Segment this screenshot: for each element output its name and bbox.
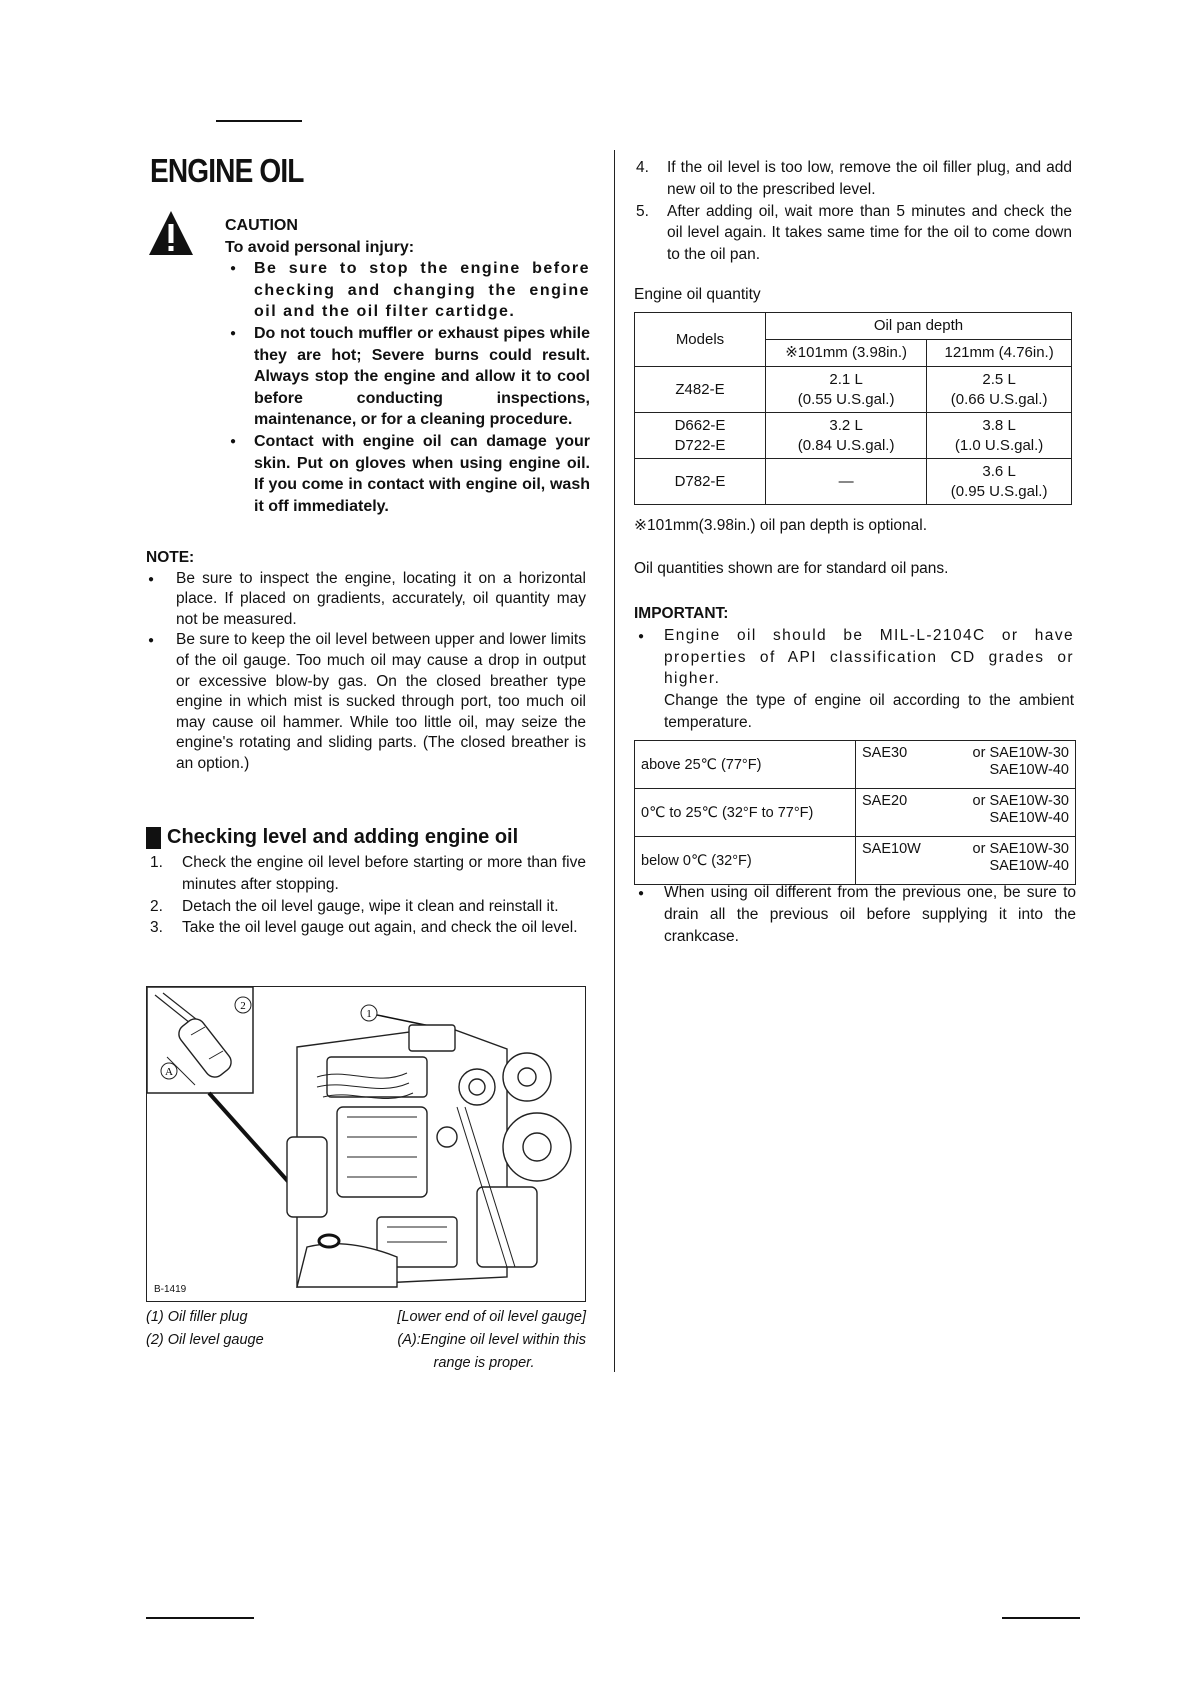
caution-item: ● Be sure to stop the engine before checking and changing the engine oil and the oil filter cartidge. (225, 258, 590, 323)
section-heading (146, 826, 518, 849)
model-name: D722-E (674, 436, 726, 454)
engine-illustration (146, 986, 586, 1302)
step-item (146, 896, 586, 918)
section-square-icon (146, 827, 161, 849)
depth-col-101: ※101mm (3.98in.) (766, 340, 927, 367)
step-text: If the oil level is too low, remove the oil filler plug, and add new oil to the prescribed level. (667, 159, 1072, 198)
gauge-ring (319, 1235, 339, 1247)
caption-item: (2) Oil level gauge (146, 1332, 264, 1348)
step-number: 3. (150, 919, 163, 937)
figure-captions-right (362, 1306, 586, 1375)
quantity-cell (766, 413, 927, 459)
step-item (146, 917, 586, 939)
grade-cell: SAE30 (856, 741, 939, 789)
step-item (146, 852, 586, 896)
quantity-liters: 2.5 L (982, 370, 1016, 388)
quantity-table-caption: Engine oil quantity (634, 286, 761, 303)
quantity-gallons: (0.84 U.S.gal.) (797, 436, 895, 454)
important-block (634, 603, 1074, 734)
caption-item: (A):Engine oil level within this (397, 1332, 586, 1348)
quantity-gallons: (0.55 U.S.gal.) (797, 390, 895, 408)
note-list (146, 569, 586, 775)
caption-item: (1) Oil filler plug (146, 1309, 248, 1325)
table-footnote: ※101mm(3.98in.) oil pan depth is optional. (634, 517, 928, 534)
depth-col-121: 121mm (4.76in.) (927, 340, 1072, 367)
quantity-cell (927, 413, 1072, 459)
alternate-grade-cell (938, 789, 1076, 837)
table-row (635, 367, 1072, 413)
table-row (635, 459, 1072, 505)
quantity-gallons: (0.66 U.S.gal.) (950, 390, 1048, 408)
grade-cell: SAE20 (856, 789, 939, 837)
caution-intro: To avoid personal injury: (225, 238, 415, 256)
table-row (635, 413, 1072, 459)
note-item: ● Be sure to keep the oil level between upper and lower limits of the oil gauge. Too much oil may cause a drop in output or excessive blow-by gas. On the closed breather type engine in which mist is sucked through port, too much oil may cause oil hammer. While too little oil, may seize the engine's rotating and sliding parts. (The closed breather is an option.) (146, 630, 586, 774)
column-divider (614, 150, 615, 1372)
caption-item: range is proper. (433, 1355, 535, 1371)
model-cell: D782-E (635, 459, 766, 505)
quantity-cell: — (766, 459, 927, 505)
caption-item: [Lower end of oil level gauge] (397, 1309, 586, 1325)
oil-quantity-table (634, 312, 1072, 505)
depth-header: Oil pan depth (766, 313, 1072, 340)
step-number: 5. (636, 202, 649, 220)
step-item (634, 157, 1072, 201)
footer-rule-right (1002, 1617, 1080, 1619)
model-cell: Z482-E (635, 367, 766, 413)
model-name: D662-E (674, 416, 726, 434)
quantity-gallons: (1.0 U.S.gal.) (954, 436, 1044, 454)
note-block (146, 548, 586, 775)
step-text: Detach the oil level gauge, wipe it clean and reinstall it. (182, 897, 559, 915)
temperature-cell: below 0℃ (32°F) (635, 837, 856, 885)
table-row (635, 837, 1076, 885)
caution-item: ● Do not touch muffler or exhaust pipes while they are hot; Severe burns could result. Always stop the engine and allow it to cool before conducting inspections, maintenance, or for a cleaning procedure. (225, 323, 590, 431)
models-header: Models (635, 313, 766, 367)
caution-item: ● Contact with engine oil can damage your skin. Put on gloves when using engine oil. If you come in contact with engine oil, wash it off immediately. (225, 431, 590, 517)
quantity-cell (927, 459, 1072, 505)
quantity-liters: 2.1 L (829, 370, 863, 388)
temperature-cell: above 25℃ (77°F) (635, 741, 856, 789)
table-row (635, 789, 1076, 837)
alt-grade: SAE10W-40 (989, 762, 1069, 778)
engine-drawing (147, 987, 586, 1302)
figure-captions-left (146, 1306, 346, 1352)
callout-a-label: A (165, 1066, 173, 1078)
footer-rule-left (146, 1617, 254, 1619)
steps-right (634, 157, 1072, 266)
note-item: ● Be sure to inspect the engine, locating it on a horizontal place. If placed on gradients, accurately, oil quantity may not be measured. (146, 569, 586, 631)
alternate-grade-cell (938, 837, 1076, 885)
callout-1-label: 1 (366, 1008, 372, 1020)
important-item: ● Engine oil should be MIL-L-2104C or have properties of API classification CD grades or higher. (634, 625, 1074, 690)
standard-pan-note: Oil quantities shown are for standard oil pans. (634, 560, 949, 577)
viscosity-table (634, 740, 1076, 885)
important-paragraph: Change the type of engine oil according to the ambient temperature. (664, 692, 1074, 731)
step-text: After adding oil, wait more than 5 minutes and check the oil level again. It takes same time for the oil to come down to the oil pan. (667, 202, 1072, 264)
quantity-liters: 3.6 L (982, 462, 1016, 480)
quantity-cell (766, 367, 927, 413)
model-cell (635, 413, 766, 459)
temperature-cell: 0℃ to 25℃ (32°F to 77°F) (635, 789, 856, 837)
step-item (634, 201, 1072, 266)
step-number: 4. (636, 159, 649, 176)
header-rule (216, 120, 302, 122)
alternate-grade-cell (938, 741, 1076, 789)
steps-left (146, 852, 586, 939)
quantity-liters: 3.2 L (829, 416, 863, 434)
step-number: 1. (150, 854, 163, 871)
step-text: Check the engine oil level before starting or more than five minutes after stopping. (182, 854, 586, 893)
caution-block (225, 215, 590, 517)
oil-change-item: ● When using oil different from the previous one, be sure to drain all the previous oil before supplying it into the crankcase. (634, 882, 1076, 947)
alt-grade: SAE10W-40 (989, 858, 1069, 874)
note-heading: NOTE: (146, 549, 195, 566)
alt-grade: or SAE10W-30 (972, 793, 1069, 809)
step-text: Take the oil level gauge out again, and check the oil level. (182, 919, 578, 937)
figure-code: B-1419 (154, 1284, 187, 1295)
alt-grade: or SAE10W-30 (972, 745, 1069, 761)
caution-list (225, 258, 590, 517)
oil-change-note (634, 882, 1076, 947)
quantity-liters: 3.8 L (982, 416, 1016, 434)
table-row (635, 741, 1076, 789)
caution-heading: CAUTION (225, 217, 298, 234)
important-heading: IMPORTANT: (634, 605, 729, 622)
warning-triangle-icon (148, 210, 194, 256)
quantity-cell (927, 367, 1072, 413)
section-heading-text: Checking level and adding engine oil (167, 826, 519, 848)
callout-2-label: 2 (240, 1000, 246, 1012)
alt-grade: SAE10W-40 (989, 810, 1069, 826)
grade-cell: SAE10W (856, 837, 939, 885)
quantity-gallons: (0.95 U.S.gal.) (950, 482, 1048, 500)
page-title: ENGINE OIL (150, 152, 304, 189)
alt-grade: or SAE10W-30 (972, 841, 1069, 857)
step-number: 2. (150, 897, 163, 915)
